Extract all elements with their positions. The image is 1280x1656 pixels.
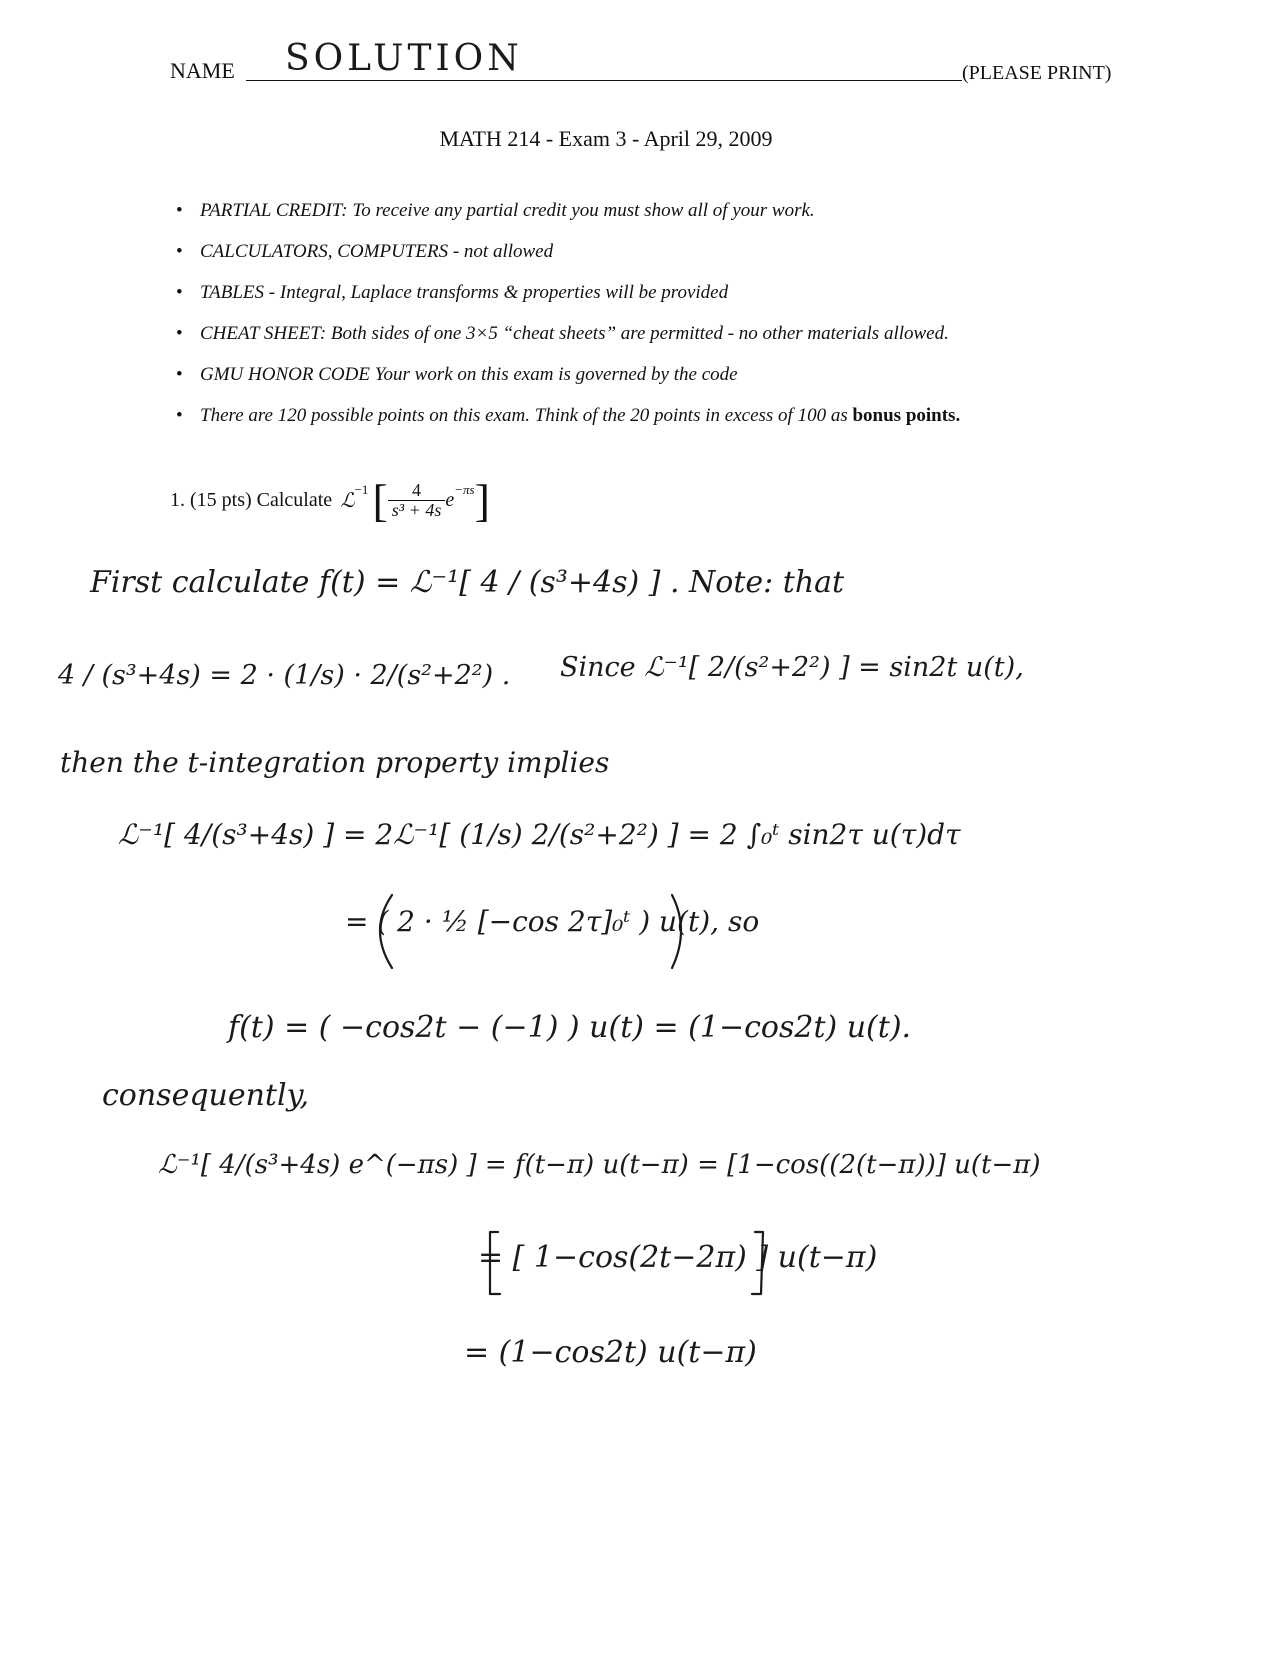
solution-line-7: consequently,: [102, 1078, 310, 1113]
page-title: MATH 214 - Exam 3 - April 29, 2009: [439, 126, 773, 151]
solution-line-1: First calculate f(t) = ℒ⁻¹[ 4 / (s³+4s) ] . Note: that: [90, 565, 845, 600]
laplace-operator: ℒ: [340, 489, 355, 512]
left-bracket: [: [372, 474, 388, 526]
solution-line-6: f(t) = ( −cos2t − (−1) ) u(t) = (1−cos2t) u(t).: [228, 1010, 912, 1045]
right-bracket: ]: [474, 474, 490, 526]
fraction-numerator: 4: [412, 479, 422, 500]
inverse-exponent: −1: [354, 482, 369, 497]
solution-line-2a: 4 / (s³+4s) = 2 · (1/s) · 2/(s²+2²) .: [58, 660, 511, 691]
instruction-item: • There are 120 possible points on this exam. Think of the 20 points in excess of 100 as bonus points.: [176, 405, 961, 426]
big-paren-right: [672, 895, 681, 968]
exponential: e: [445, 488, 455, 511]
solution-line-4: ℒ⁻¹[ 4/(s³+4s) ] = 2ℒ⁻¹[ (1/s) 2/(s²+2²) ] = 2 ∫₀ᵗ sin2τ u(τ)dτ: [118, 818, 961, 851]
bracket-left: [490, 1232, 500, 1294]
solution-line-9: = [ 1−cos(2t−2π) ] u(t−π): [478, 1240, 878, 1275]
instruction-item: • GMU HONOR CODE Your work on this exam is governed by the code: [176, 364, 738, 385]
please-print: (PLEASE PRINT): [962, 62, 1112, 84]
instruction-item: • CHEAT SHEET: Both sides of one 3×5 “cheat sheets” are permitted - no other materials allowed.: [176, 323, 949, 344]
problem-1-label: 1. (15 pts) Calculate: [170, 488, 333, 511]
instruction-item: • PARTIAL CREDIT: To receive any partial credit you must show all of your work.: [176, 200, 815, 221]
solution-line-8: ℒ⁻¹[ 4/(s³+4s) e^(−πs) ] = f(t−π) u(t−π) = [1−cos((2(t−π))] u(t−π): [158, 1150, 1041, 1180]
solution-line-3: then the t-integration property implies: [60, 746, 610, 779]
solution-line-5: = ( 2 · ½ [−cos 2τ]₀ᵗ ) u(t), so: [345, 905, 760, 938]
bracket-right: [752, 1232, 763, 1294]
instruction-item: • TABLES - Integral, Laplace transforms & properties will be provided: [176, 282, 729, 303]
fraction-denominator: s³ + 4s: [388, 500, 446, 520]
exponent: −πs: [454, 482, 475, 497]
name-value: SOLUTION: [285, 38, 523, 79]
name-label: NAME: [170, 58, 235, 83]
instruction-item: • CALCULATORS, COMPUTERS - not allowed: [176, 241, 554, 262]
big-paren-left: [380, 895, 392, 968]
solution-line-2b: Since ℒ⁻¹[ 2/(s²+2²) ] = sin2t u(t),: [560, 652, 1024, 683]
solution-line-10: = (1−cos2t) u(t−π): [464, 1335, 757, 1370]
